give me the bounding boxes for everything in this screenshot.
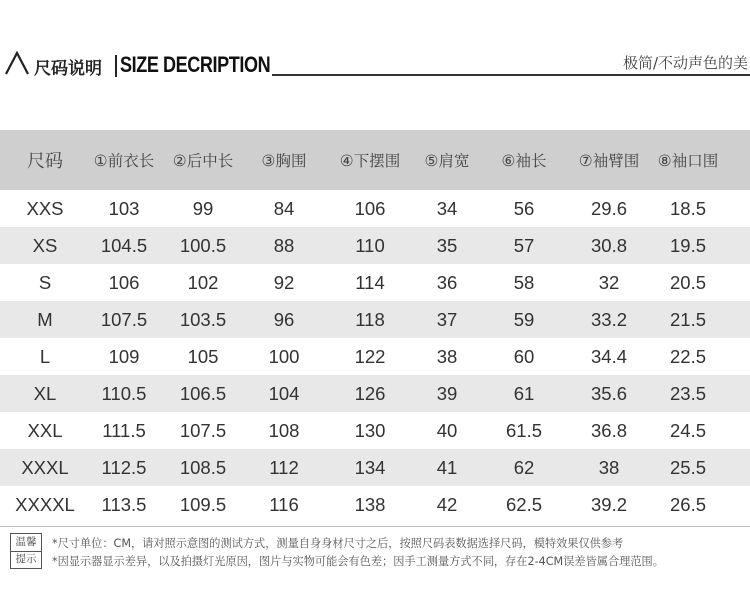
column-header: ①前衣长 (93, 152, 155, 170)
table-cell: 109.5 (179, 493, 227, 515)
title-underline (272, 74, 750, 76)
table-cell: 41 (436, 456, 458, 478)
table-cell: S (38, 271, 52, 293)
table-cell: 62 (513, 456, 535, 478)
table-cell: 130 (354, 419, 386, 441)
table-cell: 109 (108, 345, 140, 367)
table-row (0, 449, 750, 486)
table-cell: 138 (354, 493, 386, 515)
tips-badge-divider (11, 551, 41, 552)
table-cell: 105 (187, 345, 219, 367)
table-cell: 62.5 (505, 493, 543, 515)
table-cell: 38 (598, 456, 620, 478)
table-cell: 22.5 (669, 345, 707, 367)
note-line-2: *因显示器显示差异，以及拍摄灯光原因，图片与实物可能会有色差；因手工测量方式不同，存在2-4CM误差皆属合理范围。 (52, 555, 664, 568)
table-cell: 103 (108, 197, 140, 219)
table-cell: 39 (436, 382, 458, 404)
table-cell: 24.5 (669, 419, 707, 441)
table-cell: 110.5 (101, 382, 147, 404)
column-header: ⑤肩宽 (424, 152, 470, 170)
table-cell: XXS (26, 197, 64, 219)
column-header: ②后中长 (172, 152, 234, 170)
table-row (0, 190, 750, 227)
table-cell: 42 (436, 493, 458, 515)
note-line-1: *尺寸单位：CM，请对照示意图的测试方式，测量自身身材尺寸之后，按照尺码表数据选择尺码，模特效果仅供参考 (52, 537, 624, 550)
table-cell: 56 (513, 197, 535, 219)
table-cell: 114 (355, 271, 385, 293)
column-header: 尺码 (27, 151, 63, 172)
table-cell: 32 (598, 271, 620, 293)
table-row (0, 375, 750, 412)
table-cell: 100.5 (179, 234, 227, 256)
column-header: ④下摆围 (339, 152, 401, 170)
table-cell: 106 (108, 271, 140, 293)
table-row (0, 412, 750, 449)
title-divider (115, 55, 117, 77)
table-cell: 84 (273, 197, 295, 219)
table-cell: 59 (513, 308, 535, 330)
table-cell: 20.5 (669, 271, 707, 293)
table-cell: 106.5 (179, 382, 227, 404)
table-cell: 61 (513, 382, 535, 404)
table-cell: 111.5 (102, 419, 146, 441)
table-cell: 26.5 (669, 493, 707, 515)
caret-logo-icon (4, 50, 30, 76)
table-cell: 102 (187, 271, 219, 293)
table-cell: 35.6 (590, 382, 628, 404)
table-cell: 112 (269, 456, 299, 478)
table-cell: 99 (192, 197, 214, 219)
table-cell: 58 (513, 271, 535, 293)
table-cell: 96 (273, 308, 295, 330)
table-cell: 118 (355, 308, 385, 330)
table-cell: 113.5 (101, 493, 147, 515)
table-cell: 61.5 (505, 419, 543, 441)
table-cell: 36.8 (590, 419, 628, 441)
notes-section (0, 526, 750, 573)
table-cell: 122 (354, 345, 386, 367)
header (0, 0, 750, 100)
table-cell: 25.5 (669, 456, 707, 478)
table-cell: 36 (436, 271, 458, 293)
table-cell: 34 (436, 197, 458, 219)
tips-badge-bottom: 提示 (15, 553, 37, 565)
table-cell: 30.8 (590, 234, 628, 256)
table-cell: 18.5 (669, 197, 707, 219)
table-cell: 108 (268, 419, 300, 441)
table-cell: 103.5 (179, 308, 227, 330)
table-cell: 34.4 (590, 345, 628, 367)
table-row (0, 301, 750, 338)
title-en: SIZE DECRIPTION (120, 52, 271, 77)
table-cell: 57 (513, 234, 535, 256)
column-header: ⑥袖长 (501, 152, 547, 170)
table-cell: XXXXL (15, 493, 75, 515)
table-cell: 21.5 (669, 308, 707, 330)
table-cell: 112.5 (101, 456, 147, 478)
table-cell: 19.5 (669, 234, 707, 256)
slogan: 极简/不动声色的美 (622, 54, 748, 72)
table-header-row (0, 130, 750, 190)
table-cell: 60 (513, 345, 535, 367)
table-cell: XL (33, 382, 57, 404)
table-cell: 100 (268, 345, 300, 367)
table-row (0, 486, 750, 523)
table-cell: M (37, 308, 53, 330)
table-cell: XS (32, 234, 58, 256)
table-row (0, 264, 750, 301)
table-cell: 40 (436, 419, 458, 441)
column-header: ③胸围 (261, 152, 307, 170)
table-cell: 92 (273, 271, 295, 293)
table-cell: 106 (354, 197, 386, 219)
tips-badge-top: 温馨 (15, 536, 37, 548)
table-cell: 108.5 (179, 456, 227, 478)
table-cell: 107.5 (179, 419, 227, 441)
table-cell: 116 (269, 493, 299, 515)
table-cell: 37 (436, 308, 458, 330)
table-cell: 126 (354, 382, 386, 404)
table-row (0, 227, 750, 264)
column-header: ⑦袖臂围 (578, 152, 640, 170)
table-cell: 29.6 (590, 197, 628, 219)
table-cell: 38 (436, 345, 458, 367)
size-table (0, 130, 750, 523)
column-header: ⑧袖口围 (657, 152, 719, 170)
table-cell: 35 (436, 234, 458, 256)
table-cell: 39.2 (590, 493, 628, 515)
table-cell: 110 (355, 234, 385, 256)
table-cell: XXXL (21, 456, 69, 478)
table-cell: 88 (273, 234, 295, 256)
table-cell: 104.5 (100, 234, 148, 256)
table-cell: 134 (354, 456, 386, 478)
table-cell: 104 (268, 382, 300, 404)
table-cell: 23.5 (669, 382, 707, 404)
table-cell: 33.2 (590, 308, 628, 330)
title-cn: 尺码说明 (34, 59, 102, 79)
table-cell: L (39, 345, 51, 367)
table-cell: XXL (27, 419, 63, 441)
tips-badge (10, 533, 42, 569)
table-row (0, 338, 750, 375)
table-cell: 107.5 (100, 308, 148, 330)
